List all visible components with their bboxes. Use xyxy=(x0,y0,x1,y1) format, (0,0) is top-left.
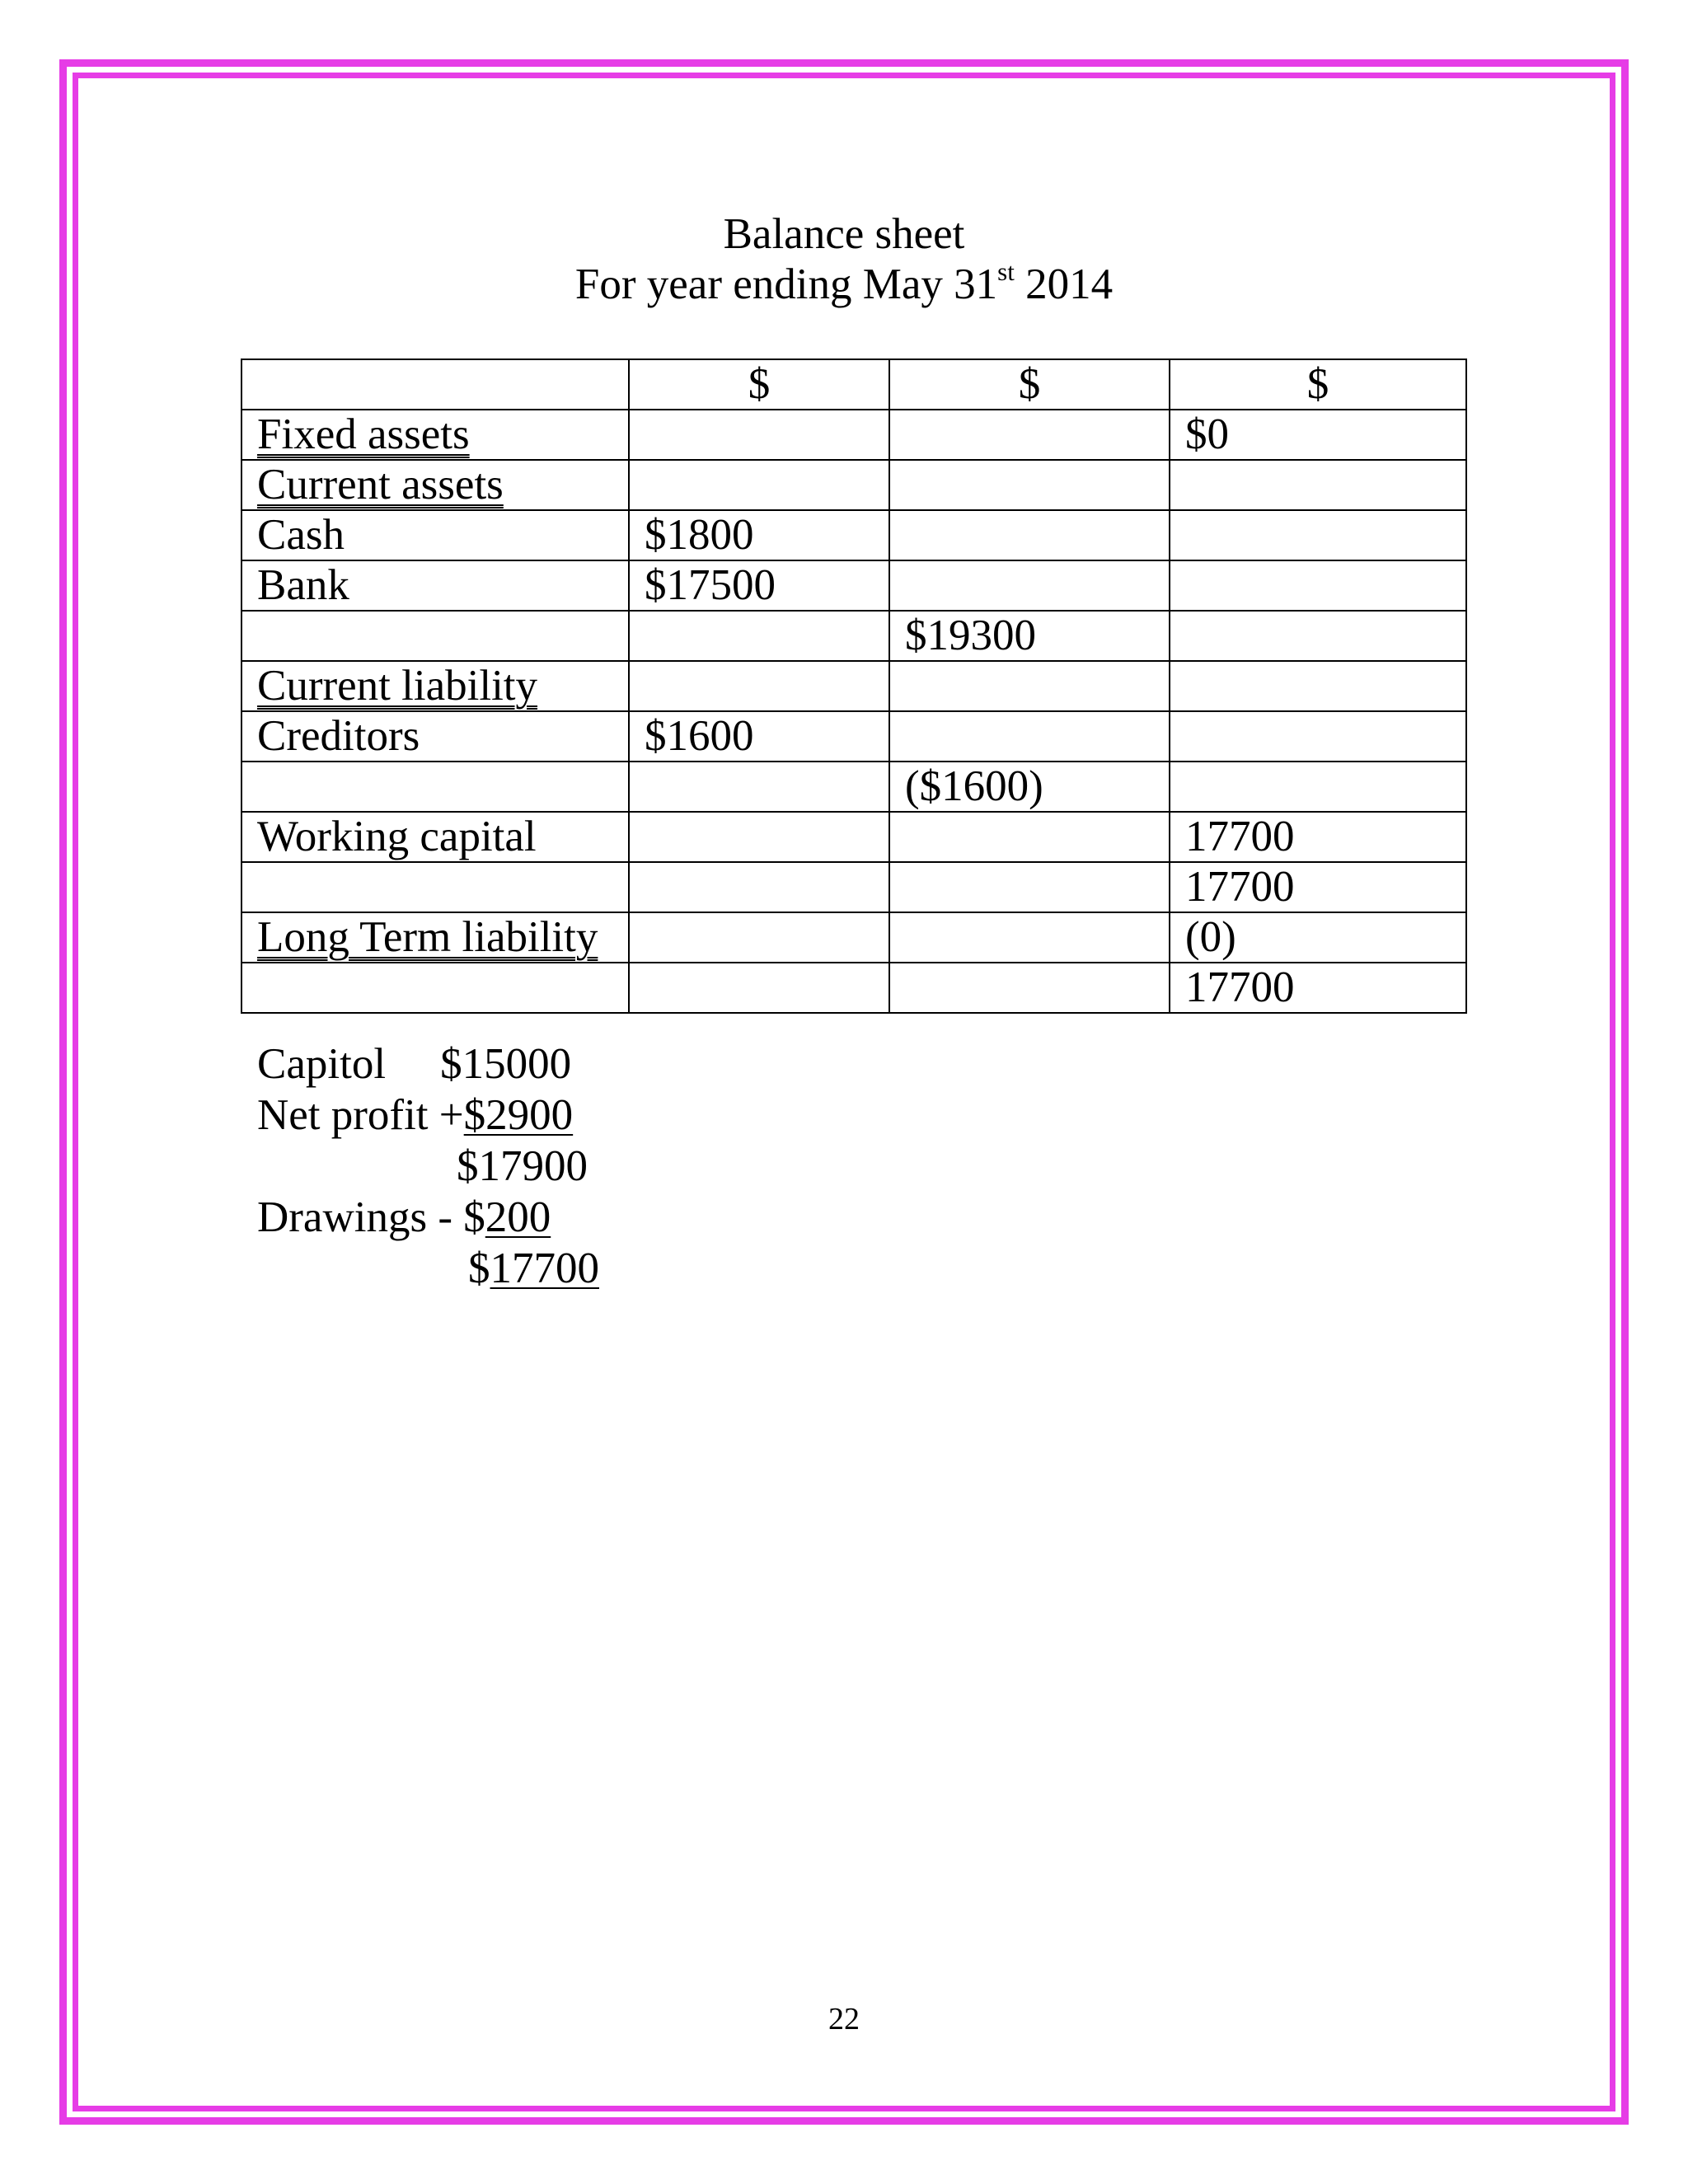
table-cell xyxy=(629,912,889,963)
drawings-line xyxy=(257,1192,551,1243)
table-cell: 17700 xyxy=(1170,862,1466,912)
table-cell xyxy=(1170,711,1466,762)
table-row xyxy=(241,862,1466,912)
table-cell: $1600 xyxy=(629,711,889,762)
table-row xyxy=(241,762,1466,812)
subtitle-prefix: For year ending May 31 xyxy=(574,260,998,308)
drawings-value: 200 xyxy=(485,1193,551,1241)
page-number: 22 xyxy=(828,2002,860,2036)
table-row xyxy=(241,661,1466,711)
table-cell xyxy=(889,812,1170,862)
row-label: Creditors xyxy=(241,711,629,762)
table-cell xyxy=(889,661,1170,711)
subtitle-suffix: 2014 xyxy=(1014,260,1114,308)
table-cell xyxy=(629,963,889,1013)
table-cell xyxy=(1170,762,1466,812)
table-cell xyxy=(889,862,1170,912)
table-row xyxy=(241,963,1466,1013)
balance-sheet-table xyxy=(241,359,1467,1014)
row-label: Working capital xyxy=(241,812,629,862)
table-cell xyxy=(889,711,1170,762)
table-cell xyxy=(629,661,889,711)
table-cell xyxy=(1170,611,1466,661)
table-cell xyxy=(889,410,1170,460)
row-label xyxy=(241,460,629,510)
row-label: Bank xyxy=(241,560,629,611)
table-cell: 17700 xyxy=(1170,963,1466,1013)
capitol-line xyxy=(257,1038,571,1090)
row-label xyxy=(241,410,629,460)
table-row xyxy=(241,611,1466,661)
row-label xyxy=(241,862,629,912)
row-label: Cash xyxy=(241,510,629,560)
net-profit-label: Net profit + xyxy=(257,1091,464,1139)
total-value: 17700 xyxy=(490,1244,599,1292)
table-row xyxy=(241,812,1466,862)
table-row xyxy=(241,460,1466,510)
drawings-label: Drawings - $ xyxy=(257,1193,485,1241)
table-row xyxy=(241,510,1466,560)
table-cell: $17500 xyxy=(629,560,889,611)
table-cell: $0 xyxy=(1170,410,1466,460)
subtitle-superscript: st xyxy=(997,257,1015,286)
table-cell xyxy=(629,762,889,812)
net-profit-line xyxy=(257,1090,573,1141)
table-row xyxy=(241,912,1466,963)
subtotal-value: $17900 xyxy=(457,1142,588,1190)
row-label xyxy=(241,611,629,661)
row-label xyxy=(241,661,629,711)
section-heading: Long Term liability xyxy=(257,913,598,961)
capitol-value: $15000 xyxy=(440,1040,572,1088)
header-cell xyxy=(241,359,629,410)
total-prefix: $ xyxy=(468,1244,490,1292)
table-cell xyxy=(889,963,1170,1013)
table-header-row xyxy=(241,359,1466,410)
table-cell xyxy=(1170,560,1466,611)
row-label xyxy=(241,963,629,1013)
header-cell: $ xyxy=(629,359,889,410)
table-cell xyxy=(1170,510,1466,560)
table-row xyxy=(241,410,1466,460)
net-profit-value: $2900 xyxy=(463,1091,574,1139)
table-cell xyxy=(889,510,1170,560)
table-row xyxy=(241,711,1466,762)
page-title: Balance sheet xyxy=(723,210,965,258)
header-cell: $ xyxy=(1170,359,1466,410)
capitol-label: Capitol xyxy=(257,1040,387,1088)
table-row xyxy=(241,560,1466,611)
table-cell xyxy=(1170,460,1466,510)
table-cell xyxy=(889,912,1170,963)
table-cell xyxy=(629,862,889,912)
table-cell xyxy=(1170,661,1466,711)
table-cell xyxy=(629,812,889,862)
table-cell: 17700 xyxy=(1170,812,1466,862)
table-cell xyxy=(629,611,889,661)
page-subtitle xyxy=(0,259,1688,310)
header-cell: $ xyxy=(889,359,1170,410)
row-label xyxy=(241,762,629,812)
section-heading: Current assets xyxy=(257,461,504,509)
section-heading: Current liability xyxy=(257,662,538,710)
table-cell xyxy=(889,560,1170,611)
table-cell: (0) xyxy=(1170,912,1466,963)
row-label xyxy=(241,912,629,963)
table-cell xyxy=(889,460,1170,510)
table-cell: $1800 xyxy=(629,510,889,560)
section-heading: Fixed assets xyxy=(257,410,470,458)
table-cell: $19300 xyxy=(889,611,1170,661)
table-cell xyxy=(629,460,889,510)
table-cell: ($1600) xyxy=(889,762,1170,812)
table-cell xyxy=(629,410,889,460)
total-line xyxy=(468,1243,599,1294)
